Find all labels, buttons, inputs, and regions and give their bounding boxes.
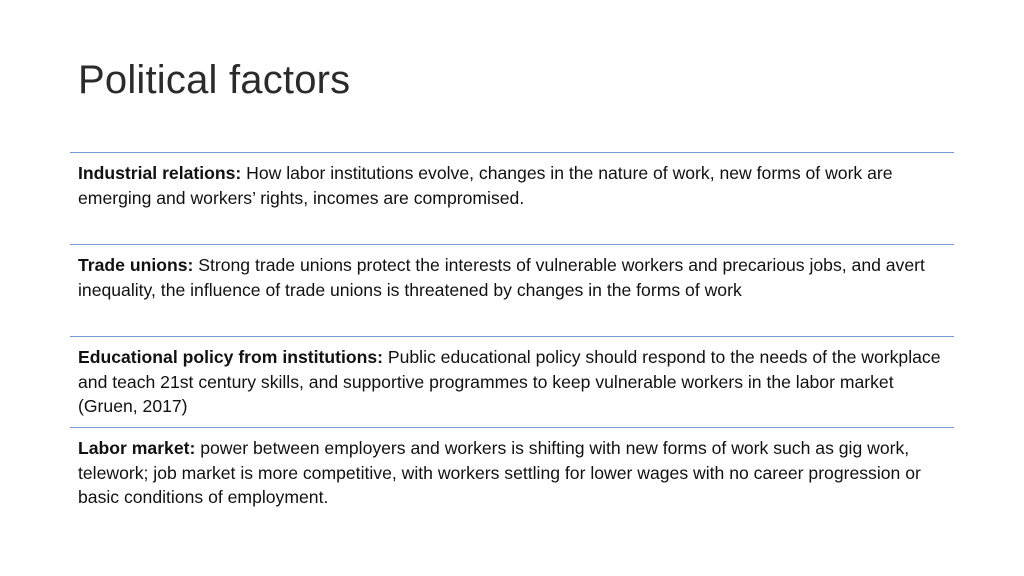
table-row-industrial-relations: [70, 152, 954, 244]
table-row-labor-market: [70, 427, 954, 519]
row-heading: Educational policy from institutions:: [78, 347, 383, 367]
row-text: power between employers and workers is shifting with new forms of work such as gig work, telework; job market is more competitive, with workers settling for lower wages with no career progression or basic conditions of employment.: [78, 438, 921, 507]
row-heading: Labor market:: [78, 438, 196, 458]
row-heading: Trade unions:: [78, 255, 194, 275]
row-text: Strong trade unions protect the interests of vulnerable workers and precarious jobs, and avert inequality, the influence of trade unions is threatened by changes in the forms of work: [78, 255, 925, 300]
slide-title: Political factors: [78, 58, 351, 102]
table-row-trade-unions: [70, 244, 954, 336]
row-text: Public educational policy should respond to the needs of the workplace and teach 21st century skills, and supportive programmes to keep vulnerable workers in the labor market (Gruen, 2017): [78, 347, 941, 416]
factors-table: [70, 152, 954, 519]
table-row-educational-policy: [70, 336, 954, 427]
row-text: How labor institutions evolve, changes in the nature of work, new forms of work are emerging and workers’ rights, incomes are compromised.: [78, 163, 893, 208]
row-heading: Industrial relations:: [78, 163, 242, 183]
